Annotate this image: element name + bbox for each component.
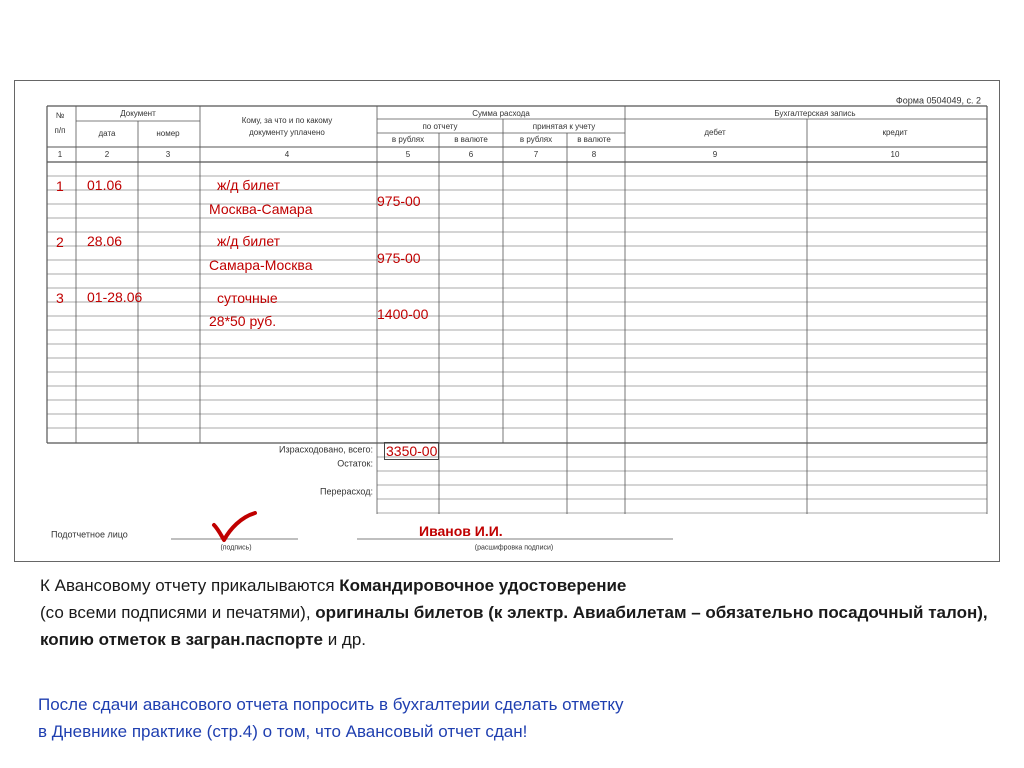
form-number: Форма 0504049, с. 2 xyxy=(895,95,981,106)
entry-1-date: 01.06 xyxy=(87,177,123,193)
header-document: Документ xyxy=(120,109,156,118)
spent-value: 3350-00 xyxy=(386,443,438,459)
col-number-4: 4 xyxy=(284,150,290,159)
header-cur-1: в валюте xyxy=(454,135,488,144)
person-label: Подотчетное лицо xyxy=(51,529,128,540)
header-cur-2: в валюте xyxy=(577,135,611,144)
spent-label: Израсходовано, всего: xyxy=(278,444,373,455)
header-rub-2: в рублях xyxy=(519,135,553,144)
header-num-a: № xyxy=(55,111,65,120)
entry-2-num: 2 xyxy=(56,234,64,250)
checkmark-icon xyxy=(211,511,257,543)
decode-caption: (расшифровка подписи) xyxy=(474,544,554,552)
note-bold-2: оригиналы билетов (к электр. Авиабилетам – обязательно посадочный талон), копию отметок в загран.паспорте xyxy=(40,603,988,649)
entry-1-desc-1: ж/д билет xyxy=(217,177,281,193)
col-number-10: 10 xyxy=(890,150,900,159)
entry-2-desc-2: Самара-Москва xyxy=(209,257,313,273)
col-number-7: 7 xyxy=(533,150,539,159)
sign-caption: (подпись) xyxy=(220,544,252,552)
header-credit: кредит xyxy=(882,128,908,137)
note-text-3: и др. xyxy=(322,630,367,649)
entry-3-amount: 1400-00 xyxy=(377,306,429,322)
header-number: номер xyxy=(156,129,180,138)
entry-3-date: 01-28.06 xyxy=(87,289,143,305)
attachments-note xyxy=(40,572,1000,653)
col-number-5: 5 xyxy=(405,150,411,159)
note-bold-1: Командировочное удостоверение xyxy=(339,576,627,595)
overspend-label: Перерасход: xyxy=(320,486,373,497)
col-number-9: 9 xyxy=(712,150,718,159)
header-whom-1: Кому, за что и по какому xyxy=(241,116,333,125)
entry-2-desc-1: ж/д билет xyxy=(217,233,281,249)
col-number-2: 2 xyxy=(104,150,110,159)
form-grid xyxy=(15,81,1001,563)
entry-1-num: 1 xyxy=(56,178,64,194)
entry-3-num: 3 xyxy=(56,290,64,306)
entry-1-desc-2: Москва-Самара xyxy=(209,201,313,217)
reminder-line-2: в Дневнике практике (стр.4) о том, что Авансовый отчет сдан! xyxy=(38,722,528,741)
header-accepted: принятая к учету xyxy=(532,122,596,131)
advance-report-form xyxy=(14,80,1000,562)
entry-3-desc-2: 28*50 руб. xyxy=(209,313,277,329)
entry-1-amount: 975-00 xyxy=(377,193,421,209)
note-text-1: К Авансовому отчету прикалываются xyxy=(40,576,340,595)
col-number-8: 8 xyxy=(591,150,597,159)
header-accounting: Бухгалтерская запись xyxy=(774,109,856,118)
remainder-label: Остаток: xyxy=(337,458,373,469)
col-number-3: 3 xyxy=(165,150,171,159)
entry-2-amount: 975-00 xyxy=(377,250,421,266)
header-expense-sum: Сумма расхода xyxy=(472,109,530,118)
header-num-b: п/п xyxy=(54,126,66,135)
reminder-note xyxy=(38,691,998,745)
header-date: дата xyxy=(98,129,116,138)
reminder-line-1: После сдачи авансового отчета попросить в бухгалтерии сделать отметку xyxy=(38,695,624,714)
header-whom-2: документу уплачено xyxy=(249,128,325,137)
header-by-report: по отчету xyxy=(422,122,458,131)
signer-name: Иванов И.И. xyxy=(419,523,503,539)
header-debit: дебет xyxy=(704,128,726,137)
col-number-1: 1 xyxy=(57,150,63,159)
note-text-2: (со всеми подписями и печатями), xyxy=(40,603,316,622)
entry-2-date: 28.06 xyxy=(87,233,123,249)
entry-3-desc-1: суточные xyxy=(217,290,278,306)
col-number-6: 6 xyxy=(468,150,474,159)
header-rub-1: в рублях xyxy=(391,135,425,144)
